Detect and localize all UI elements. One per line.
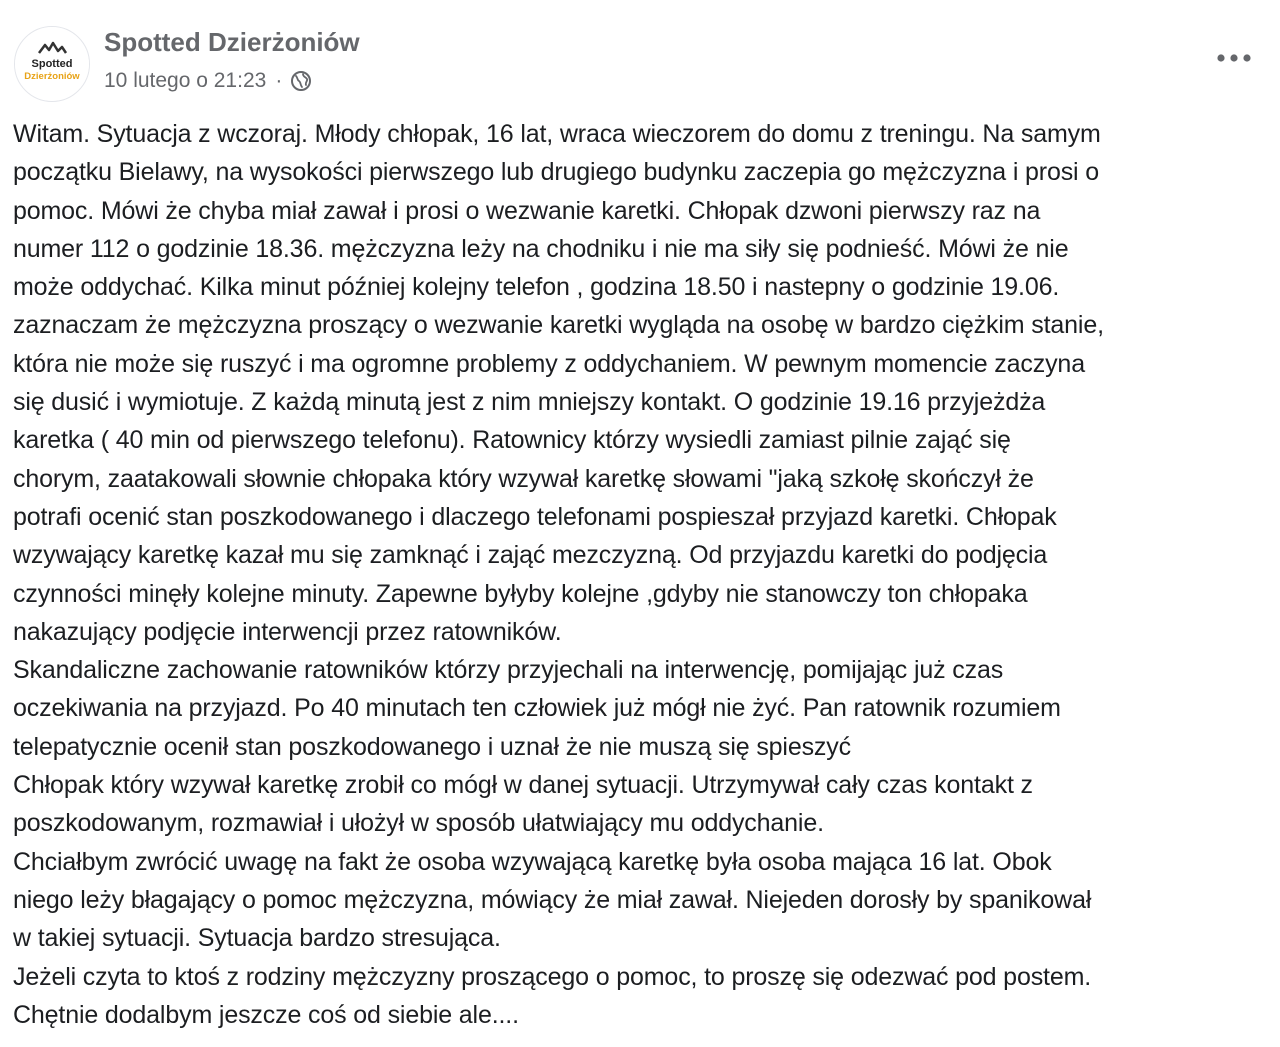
more-options-button[interactable] <box>1206 36 1262 80</box>
more-options-icon <box>1216 53 1252 63</box>
svg-text:Dzierżoniów: Dzierżoniów <box>24 71 80 82</box>
post-header <box>0 0 1280 110</box>
post-body-line: wzywający karetkę kazał mu się zamknąć i zająć mezczyzną. Od przyjazdu karetki do podjęcia <box>13 541 1048 570</box>
post-body-line: niego leży błagający o pomoc mężczyzna, mówiący że miał zawał. Niejeden dorosły by spanikował <box>13 885 1092 914</box>
page-name-link[interactable]: Spotted Dzierżoniów <box>104 27 360 57</box>
post-body-line: która nie może się ruszyć i ma ogromne problemy z oddychaniem. W pewnym momencie zaczyna <box>13 349 1085 378</box>
post-body-line: chorym, zaatakowali słownie chłopaka który wzywał karetkę słowami "jaką szkołę skończył że <box>13 464 1034 493</box>
post-body-line: zaznaczam że mężczyzna proszący o wezwanie karetki wygląda na osobę w bardzo ciężkim stanie, <box>13 311 1104 340</box>
post-timestamp[interactable]: 10 lutego o 21:23 <box>104 69 267 92</box>
post-body-line: potrafi ocenić stan poszkodowanego i dlaczego telefonami pospieszał przyjazd karetki. Chłopak <box>13 502 1057 531</box>
globe-icon <box>290 70 312 92</box>
post-body-line: w takiej sytuacji. Sytuacja bardzo stresująca. <box>13 924 501 953</box>
post-body-line: się dusić i wymiotuje. Z każdą minutą jest z nim mniejszy kontakt. O godzinie 19.16 przyjeżdża <box>13 388 1046 417</box>
page-avatar[interactable] <box>14 26 90 102</box>
post-body-line: karetka ( 40 min od pierwszego telefonu). Ratownicy którzy wysiedli zamiast pilnie zająć się <box>13 426 1011 455</box>
post-body-line: pomoc. Mówi że chyba miał zawał i prosi o wezwanie karetki. Chłopak dzwoni pierwszy raz na <box>13 196 1041 225</box>
post-body-line: oczekiwania na przyjazd. Po 40 minutach ten człowiek już mógł nie żyć. Pan ratownik rozumiem <box>13 694 1061 723</box>
post-body-line: Chciałbym zwrócić uwagę na fakt że osoba wzywającą karetkę była osoba mająca 16 lat. Obok <box>13 847 1052 876</box>
post-body-line: początku Bielawy, na wysokości pierwszego lub drugiego budynku zaczepia go mężczyzna i prosi o <box>13 158 1100 187</box>
post-body-line: Witam. Sytuacja z wczoraj. Młody chłopak, 16 lat, wraca wieczorem do domu z treningu. Na samym <box>13 120 1101 148</box>
post-body-line: czynności minęły kolejne minuty. Zapewne byłyby kolejne ,gdyby nie stanowczy ton chłopaka <box>13 579 1028 608</box>
svg-text:Spotted: Spotted <box>31 58 73 70</box>
post-body-line: może oddychać. Kilka minut później kolejny telefon , godzina 18.50 i nastepny o godzinie 19.06. <box>13 273 1060 302</box>
post-body-line: Chłopak który wzywał karetkę zrobił co mógł w danej sytuacji. Utrzymywał cały czas kontakt z <box>13 771 1033 800</box>
post-body-line: nakazujący podjęcie interwencji przez ratowników. <box>13 617 562 646</box>
spotted-logo-icon <box>15 27 89 101</box>
post-body-line: poszkodowanym, rozmawiał i ułożył w sposób ułatwiający mu oddychanie. <box>13 809 824 838</box>
post-body-line: Skandaliczne zachowanie ratowników którzy przyjechali na interwencję, pomijając już czas <box>13 656 1004 685</box>
post-body <box>13 115 1275 1034</box>
post-body-line: Chętnie dodalbym jeszcze coś od siebie ale.... <box>13 1000 519 1029</box>
post-body-line: telepatycznie ocenił stan poszkodowanego i uznał że nie muszą się spieszyć <box>13 732 851 761</box>
post-body-line: Jeżeli czyta to ktoś z rodziny mężczyzny proszącego o pomoc, to proszę się odezwać pod postem. <box>13 962 1092 991</box>
post-body-line: numer 112 o godzinie 18.36. mężczyzna leży na chodniku i nie ma siły się podnieść. Mówi że nie <box>13 234 1069 263</box>
post-meta <box>104 66 312 96</box>
meta-separator: · <box>275 69 283 92</box>
